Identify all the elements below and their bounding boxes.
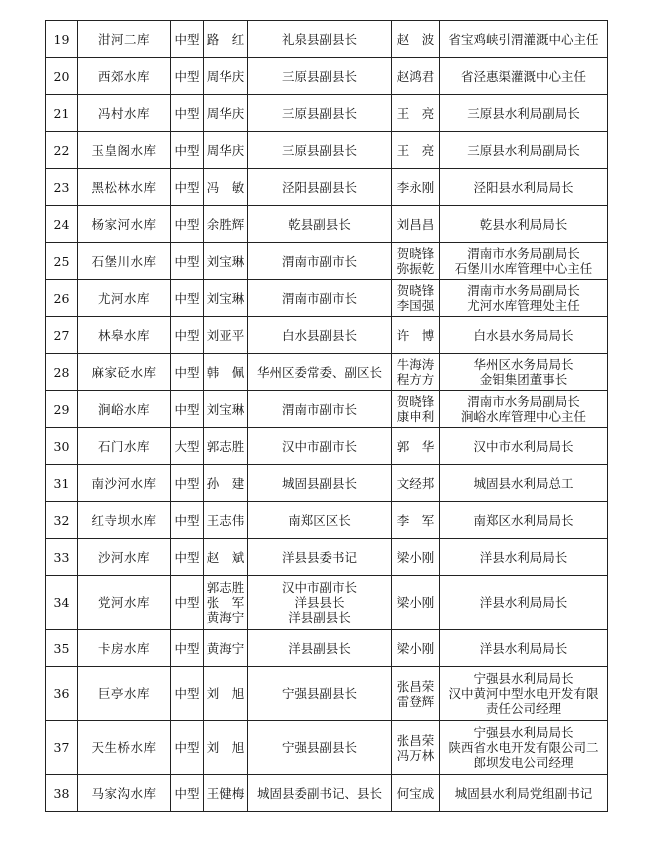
table-row	[46, 667, 608, 721]
table-row	[46, 21, 608, 58]
table-row	[46, 354, 608, 391]
admin-leader-title-cell: 宁强县副县长	[248, 721, 392, 775]
admin-leader-name-cell: 韩 佩	[204, 354, 248, 391]
table-row	[46, 630, 608, 667]
admin-leader-title-cell: 白水县副县长	[248, 317, 392, 354]
reservoir-name-cell: 石门水库	[78, 428, 171, 465]
technical-leader-title-cell: 华州区水务局局长 金钼集团董事长	[440, 354, 608, 391]
technical-leader-name-cell: 王 亮	[392, 95, 440, 132]
technical-leader-name-cell: 郭 华	[392, 428, 440, 465]
reservoir-type-cell: 中型	[171, 667, 204, 721]
admin-leader-name-cell: 刘亚平	[204, 317, 248, 354]
technical-leader-name-cell: 赵鸿君	[392, 58, 440, 95]
admin-leader-name-cell: 路 红	[204, 21, 248, 58]
reservoir-type-cell: 中型	[171, 630, 204, 667]
admin-leader-title-cell: 城固县委副书记、县长	[248, 775, 392, 812]
reservoir-type-cell: 中型	[171, 576, 204, 630]
row-number-cell: 24	[46, 206, 78, 243]
reservoir-name-cell: 麻家砭水库	[78, 354, 171, 391]
row-number-cell: 25	[46, 243, 78, 280]
table-row	[46, 95, 608, 132]
reservoir-name-cell: 红寺坝水库	[78, 502, 171, 539]
reservoir-type-cell: 大型	[171, 428, 204, 465]
reservoir-name-cell: 天生桥水库	[78, 721, 171, 775]
reservoir-name-cell: 南沙河水库	[78, 465, 171, 502]
admin-leader-name-cell: 孙 建	[204, 465, 248, 502]
technical-leader-name-cell: 梁小刚	[392, 539, 440, 576]
row-number-cell: 27	[46, 317, 78, 354]
reservoir-name-cell: 党河水库	[78, 576, 171, 630]
admin-leader-name-cell: 刘宝琳	[204, 280, 248, 317]
reservoir-type-cell: 中型	[171, 502, 204, 539]
admin-leader-title-cell: 洋县副县长	[248, 630, 392, 667]
row-number-cell: 29	[46, 391, 78, 428]
reservoir-responsibility-table	[45, 20, 608, 812]
table-row	[46, 280, 608, 317]
row-number-cell: 26	[46, 280, 78, 317]
table-row	[46, 243, 608, 280]
reservoir-type-cell: 中型	[171, 317, 204, 354]
admin-leader-name-cell: 周华庆	[204, 95, 248, 132]
admin-leader-title-cell: 礼泉县副县长	[248, 21, 392, 58]
row-number-cell: 35	[46, 630, 78, 667]
table-row	[46, 132, 608, 169]
reservoir-name-cell: 卡房水库	[78, 630, 171, 667]
technical-leader-name-cell: 许 博	[392, 317, 440, 354]
admin-leader-name-cell: 周华庆	[204, 58, 248, 95]
admin-leader-name-cell: 刘宝琳	[204, 243, 248, 280]
reservoir-type-cell: 中型	[171, 21, 204, 58]
technical-leader-title-cell: 汉中市水利局局长	[440, 428, 608, 465]
row-number-cell: 30	[46, 428, 78, 465]
technical-leader-title-cell: 省宝鸡峡引渭灌溉中心主任	[440, 21, 608, 58]
row-number-cell: 22	[46, 132, 78, 169]
admin-leader-title-cell: 洋县县委书记	[248, 539, 392, 576]
row-number-cell: 19	[46, 21, 78, 58]
row-number-cell: 23	[46, 169, 78, 206]
reservoir-name-cell: 巨亭水库	[78, 667, 171, 721]
technical-leader-title-cell: 南郑区水利局局长	[440, 502, 608, 539]
admin-leader-title-cell: 三原县副县长	[248, 95, 392, 132]
technical-leader-name-cell: 李 军	[392, 502, 440, 539]
row-number-cell: 36	[46, 667, 78, 721]
reservoir-type-cell: 中型	[171, 775, 204, 812]
admin-leader-title-cell: 南郑区区长	[248, 502, 392, 539]
technical-leader-title-cell: 洋县水利局局长	[440, 539, 608, 576]
reservoir-name-cell: 玉皇阁水库	[78, 132, 171, 169]
row-number-cell: 34	[46, 576, 78, 630]
table-row	[46, 775, 608, 812]
technical-leader-title-cell: 泾阳县水利局局长	[440, 169, 608, 206]
technical-leader-title-cell: 白水县水务局局长	[440, 317, 608, 354]
reservoir-type-cell: 中型	[171, 539, 204, 576]
row-number-cell: 38	[46, 775, 78, 812]
admin-leader-title-cell: 三原县副县长	[248, 132, 392, 169]
table-row	[46, 317, 608, 354]
document-page	[45, 20, 607, 812]
reservoir-type-cell: 中型	[171, 280, 204, 317]
technical-leader-title-cell: 渭南市水务局副局长 涧峪水库管理中心主任	[440, 391, 608, 428]
table-row	[46, 391, 608, 428]
reservoir-type-cell: 中型	[171, 721, 204, 775]
technical-leader-name-cell: 王 亮	[392, 132, 440, 169]
table-row	[46, 206, 608, 243]
technical-leader-title-cell: 洋县水利局局长	[440, 576, 608, 630]
reservoir-type-cell: 中型	[171, 169, 204, 206]
reservoir-name-cell: 涧峪水库	[78, 391, 171, 428]
admin-leader-name-cell: 黄海宁	[204, 630, 248, 667]
table-row	[46, 721, 608, 775]
technical-leader-title-cell: 渭南市水务局副局长 尤河水库管理处主任	[440, 280, 608, 317]
reservoir-type-cell: 中型	[171, 243, 204, 280]
admin-leader-name-cell: 王健梅	[204, 775, 248, 812]
reservoir-type-cell: 中型	[171, 391, 204, 428]
reservoir-name-cell: 黑松林水库	[78, 169, 171, 206]
technical-leader-title-cell: 省泾惠渠灌溉中心主任	[440, 58, 608, 95]
row-number-cell: 37	[46, 721, 78, 775]
technical-leader-name-cell: 贺晓锋 李国强	[392, 280, 440, 317]
technical-leader-title-cell: 宁强县水利局局长 陕西省水电开发有限公司二 郎坝发电公司经理	[440, 721, 608, 775]
reservoir-name-cell: 沙河水库	[78, 539, 171, 576]
table-row	[46, 58, 608, 95]
reservoir-name-cell: 尤河水库	[78, 280, 171, 317]
technical-leader-title-cell: 城固县水利局总工	[440, 465, 608, 502]
technical-leader-name-cell: 贺晓锋 弥振乾	[392, 243, 440, 280]
reservoir-name-cell: 冯村水库	[78, 95, 171, 132]
reservoir-name-cell: 杨家河水库	[78, 206, 171, 243]
admin-leader-title-cell: 汉中市副市长	[248, 428, 392, 465]
admin-leader-name-cell: 郭志胜 张 军 黄海宁	[204, 576, 248, 630]
table-row	[46, 465, 608, 502]
admin-leader-title-cell: 三原县副县长	[248, 58, 392, 95]
admin-leader-name-cell: 刘 旭	[204, 721, 248, 775]
table-row	[46, 539, 608, 576]
table-row	[46, 502, 608, 539]
admin-leader-title-cell: 汉中市副市长 洋县县长 洋县副县长	[248, 576, 392, 630]
reservoir-type-cell: 中型	[171, 354, 204, 391]
admin-leader-title-cell: 渭南市副市长	[248, 391, 392, 428]
reservoir-name-cell: 泔河二库	[78, 21, 171, 58]
row-number-cell: 32	[46, 502, 78, 539]
technical-leader-title-cell: 宁强县水利局局长 汉中黄河中型水电开发有限 责任公司经理	[440, 667, 608, 721]
table-row	[46, 428, 608, 465]
technical-leader-name-cell: 贺晓锋 康申利	[392, 391, 440, 428]
admin-leader-name-cell: 刘宝琳	[204, 391, 248, 428]
technical-leader-name-cell: 李永刚	[392, 169, 440, 206]
admin-leader-name-cell: 刘 旭	[204, 667, 248, 721]
row-number-cell: 20	[46, 58, 78, 95]
admin-leader-name-cell: 王志伟	[204, 502, 248, 539]
technical-leader-title-cell: 三原县水利局副局长	[440, 132, 608, 169]
reservoir-name-cell: 石堡川水库	[78, 243, 171, 280]
technical-leader-name-cell: 赵 波	[392, 21, 440, 58]
admin-leader-name-cell: 周华庆	[204, 132, 248, 169]
admin-leader-name-cell: 余胜辉	[204, 206, 248, 243]
reservoir-name-cell: 西郊水库	[78, 58, 171, 95]
admin-leader-name-cell: 郭志胜	[204, 428, 248, 465]
admin-leader-title-cell: 宁强县副县长	[248, 667, 392, 721]
admin-leader-name-cell: 冯 敏	[204, 169, 248, 206]
technical-leader-title-cell: 城固县水利局党组副书记	[440, 775, 608, 812]
reservoir-name-cell: 林皋水库	[78, 317, 171, 354]
admin-leader-title-cell: 泾阳县副县长	[248, 169, 392, 206]
technical-leader-name-cell: 文经邦	[392, 465, 440, 502]
admin-leader-title-cell: 渭南市副市长	[248, 280, 392, 317]
reservoir-type-cell: 中型	[171, 58, 204, 95]
row-number-cell: 21	[46, 95, 78, 132]
technical-leader-name-cell: 梁小刚	[392, 576, 440, 630]
admin-leader-title-cell: 渭南市副市长	[248, 243, 392, 280]
admin-leader-title-cell: 城固县副县长	[248, 465, 392, 502]
reservoir-type-cell: 中型	[171, 206, 204, 243]
technical-leader-title-cell: 洋县水利局局长	[440, 630, 608, 667]
technical-leader-name-cell: 张昌荣 雷登辉	[392, 667, 440, 721]
reservoir-type-cell: 中型	[171, 132, 204, 169]
reservoir-type-cell: 中型	[171, 465, 204, 502]
admin-leader-title-cell: 乾县副县长	[248, 206, 392, 243]
table-body	[46, 21, 608, 812]
technical-leader-title-cell: 渭南市水务局副局长 石堡川水库管理中心主任	[440, 243, 608, 280]
row-number-cell: 31	[46, 465, 78, 502]
technical-leader-title-cell: 三原县水利局副局长	[440, 95, 608, 132]
admin-leader-name-cell: 赵 斌	[204, 539, 248, 576]
technical-leader-name-cell: 何宝成	[392, 775, 440, 812]
table-row	[46, 576, 608, 630]
row-number-cell: 33	[46, 539, 78, 576]
reservoir-name-cell: 马家沟水库	[78, 775, 171, 812]
technical-leader-name-cell: 刘昌昌	[392, 206, 440, 243]
technical-leader-name-cell: 梁小刚	[392, 630, 440, 667]
technical-leader-title-cell: 乾县水利局局长	[440, 206, 608, 243]
row-number-cell: 28	[46, 354, 78, 391]
technical-leader-name-cell: 张昌荣 冯万林	[392, 721, 440, 775]
technical-leader-name-cell: 牛海涛 程方方	[392, 354, 440, 391]
reservoir-type-cell: 中型	[171, 95, 204, 132]
admin-leader-title-cell: 华州区委常委、副区长	[248, 354, 392, 391]
table-row	[46, 169, 608, 206]
